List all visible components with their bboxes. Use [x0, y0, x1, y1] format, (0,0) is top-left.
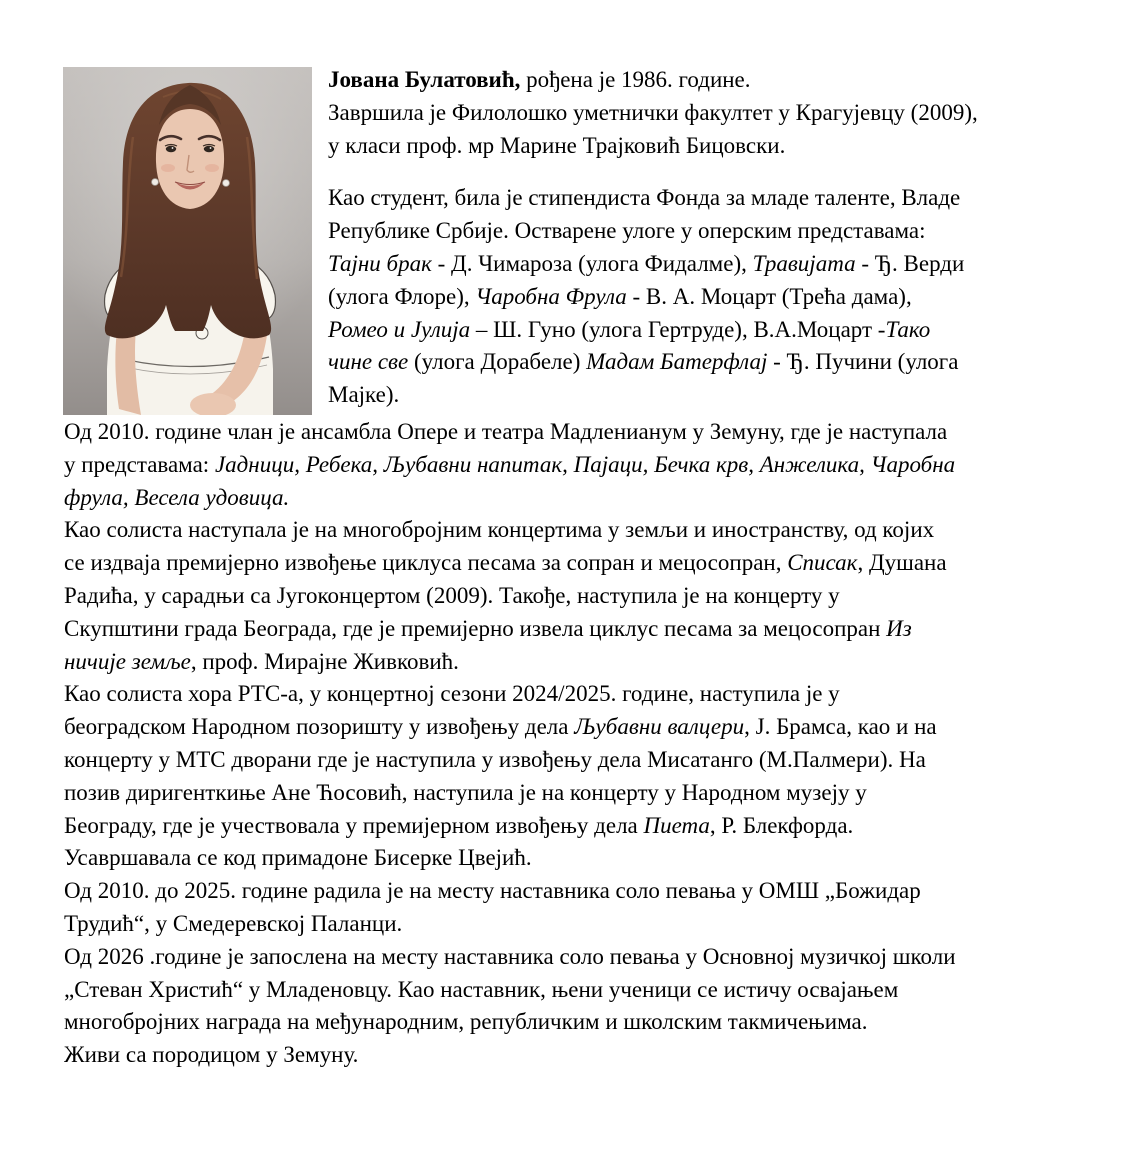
text-line [328, 248, 1068, 281]
text-segment: Тако [885, 316, 931, 342]
text-segment: Мадам Батерфлај [586, 349, 768, 375]
text-line [328, 346, 1068, 379]
portrait-photo [63, 67, 312, 415]
text-segment: Јадници, Ребека, Љубавни напитак, Пајаци, Бечка крв, Анжелика, Чаробна [214, 451, 956, 477]
text-line [64, 580, 1074, 613]
text-line [64, 810, 1074, 843]
text-segment: Тајни брак [328, 250, 432, 276]
paragraph [328, 182, 1068, 412]
text-segment: Живи са породицом у Земуну. [64, 1042, 359, 1068]
bio-main-text [64, 416, 1074, 1072]
paragraph [64, 875, 1074, 941]
text-segment: , Р. Блекфорда. [709, 812, 854, 838]
paragraph [64, 1039, 1074, 1072]
text-segment: Од 2010. до 2025. године радила је на месту наставника соло певања у ОМШ „Божидар [64, 878, 921, 904]
paragraph [64, 416, 1074, 514]
text-segment: многобројних награда на међународним, републичким и школским такмичењима. [64, 1009, 868, 1035]
text-line [64, 974, 1074, 1007]
text-segment: Београду, где је учествовала у премијерном извођењу дела [64, 812, 644, 838]
text-segment: Списак [787, 550, 858, 576]
text-segment: , Душана [857, 550, 947, 576]
bio-intro-column [328, 64, 1068, 412]
text-line [328, 130, 1068, 163]
text-segment: Пиета [643, 812, 710, 838]
text-line [64, 416, 1074, 449]
paragraph [64, 514, 1074, 678]
text-line [328, 182, 1068, 215]
text-segment: Завршила је Филолошко уметнички факултет у Крагујевцу (2009), [328, 99, 978, 125]
text-segment: Из [886, 615, 912, 641]
text-segment: Травијата [752, 250, 856, 276]
text-line [64, 1006, 1074, 1039]
text-line [64, 482, 1074, 515]
text-segment: - Д. Чимароза (улога Фидалме), [431, 250, 753, 276]
paragraph [64, 941, 1074, 1039]
text-line [64, 908, 1074, 941]
text-segment: - Ђ. Пучини (улога [767, 349, 959, 375]
text-line [64, 449, 1074, 482]
text-segment: Скупштини града Београда, где је премијерно извела циклус песама за мецосопран [64, 615, 887, 641]
portrait-photo-graphic [63, 67, 312, 415]
text-segment: Од 2026 .године је запослена на месту наставника соло певања у Основној музичкој школи [64, 943, 956, 969]
text-segment: , проф. Мирајне Живковић. [190, 648, 459, 674]
text-line [328, 379, 1068, 412]
text-segment: ничије земље [64, 648, 191, 674]
text-segment: Јована Булатовић, [328, 67, 521, 92]
text-segment: - Ђ. Верди [855, 250, 965, 276]
text-segment: Мајке). [328, 382, 400, 408]
text-segment: у представама: [64, 451, 215, 477]
text-line [64, 842, 1074, 875]
text-segment: Републике Србије. Остварене улоге у оперским представама: [328, 218, 926, 244]
text-segment: Као солиста хора РТС-а, у концертној сезони 2024/2025. године, наступила је у [64, 681, 840, 707]
text-segment: Као солиста наступала је на многобројним концертима у земљи и иностранству, од којих [64, 517, 935, 543]
text-segment: чине све [328, 349, 409, 375]
text-segment: рођена је 1986. године. [520, 67, 751, 92]
text-segment: позив диригенткиње Ане Ћосовић, наступила је на концерту у Народном музеју у [64, 779, 867, 805]
text-line [328, 64, 1068, 97]
text-segment: фрула, Весела удовица. [64, 484, 290, 510]
text-line [64, 514, 1074, 547]
text-segment: (улога Дорабеле) [408, 349, 587, 375]
text-line [64, 1039, 1074, 1072]
text-segment: београдском Народном позоришту у извођењу дела [64, 714, 575, 740]
text-segment: Радића, у сарадњи са Југоконцертом (2009). Такође, наступила је на концерту у [64, 582, 840, 608]
text-line [64, 777, 1074, 810]
text-line [64, 941, 1074, 974]
text-line [64, 744, 1074, 777]
text-segment: Као студент, била је стипендиста Фонда за младе таленте, Владе [328, 185, 961, 211]
text-segment: се издваја премијерно извођење циклуса песама за сопран и мецосопран, [64, 550, 788, 576]
text-line [64, 646, 1074, 679]
text-segment: Љубавни валцери [574, 714, 745, 740]
text-segment: Усавршавала се код примадоне Бисерке Цвејић. [64, 845, 532, 871]
text-line [328, 314, 1068, 347]
paragraph [328, 64, 1068, 162]
text-segment: Чаробна Фрула [475, 283, 627, 309]
text-segment: концерту у МТС дворани где је наступила у извођењу дела Мисатанго (М.Палмери). На [64, 746, 926, 772]
text-line [64, 613, 1074, 646]
text-segment: (улога Флоре), [328, 283, 476, 309]
text-segment: Трудић“, у Смедеревској Паланци. [64, 910, 403, 936]
paragraph [64, 678, 1074, 875]
text-line [328, 215, 1068, 248]
text-line [64, 547, 1074, 580]
text-line [64, 875, 1074, 908]
text-segment: , Ј. Брамса, као и на [744, 714, 937, 740]
text-segment: Ромео и Јулија [328, 316, 471, 342]
text-segment: у класи проф. мр Марине Трајковић Бицовски. [328, 132, 786, 158]
text-line [64, 678, 1074, 711]
text-line [328, 281, 1068, 314]
text-segment: – Ш. Гуно (улога Гертруде), В.А.Моцарт - [470, 316, 886, 342]
text-segment: „Стеван Христић“ у Младеновцу. Као наставник, њени ученици се истичу освајањем [64, 976, 899, 1002]
text-segment: - В. А. Моцарт (Трећа дама), [626, 283, 912, 309]
text-line [64, 711, 1074, 744]
text-line [328, 97, 1068, 130]
text-segment: Од 2010. године члан је ансамбла Опере и театра Мадленианум у Земуну, где је наступала [64, 419, 948, 444]
